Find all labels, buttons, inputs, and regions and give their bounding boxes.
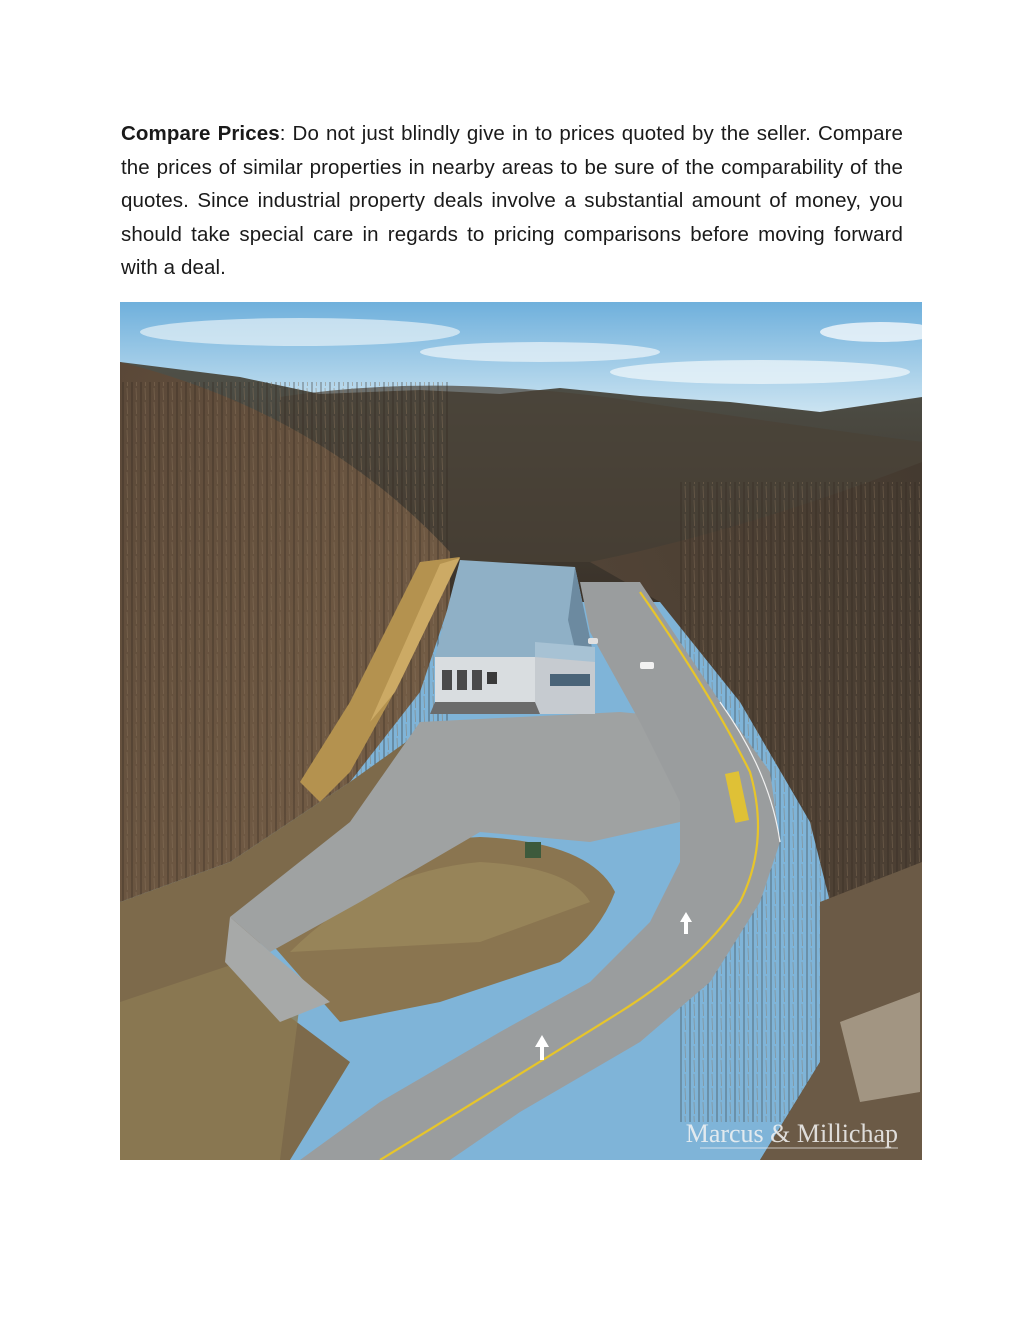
parked-car (640, 662, 654, 669)
aerial-property-photo (120, 302, 922, 1160)
aerial-photo-illustration (120, 302, 922, 1160)
section-body: Do not just blindly give in to prices quoted by the seller. Compare the prices of similar properties in nearby areas to be sure of the comparability of the quotes. Since industrial property deals involve a substantial amount of money, you should take special care in regards to pricing comparisons before moving forward with a deal. (121, 122, 903, 279)
warehouse-building (430, 560, 595, 714)
term-separator: : (279, 122, 286, 145)
photo-watermark: Marcus & Millichap (685, 1119, 898, 1148)
compare-prices-paragraph (121, 117, 903, 285)
section-term: Compare Prices (121, 122, 280, 145)
utility-box (525, 842, 541, 858)
